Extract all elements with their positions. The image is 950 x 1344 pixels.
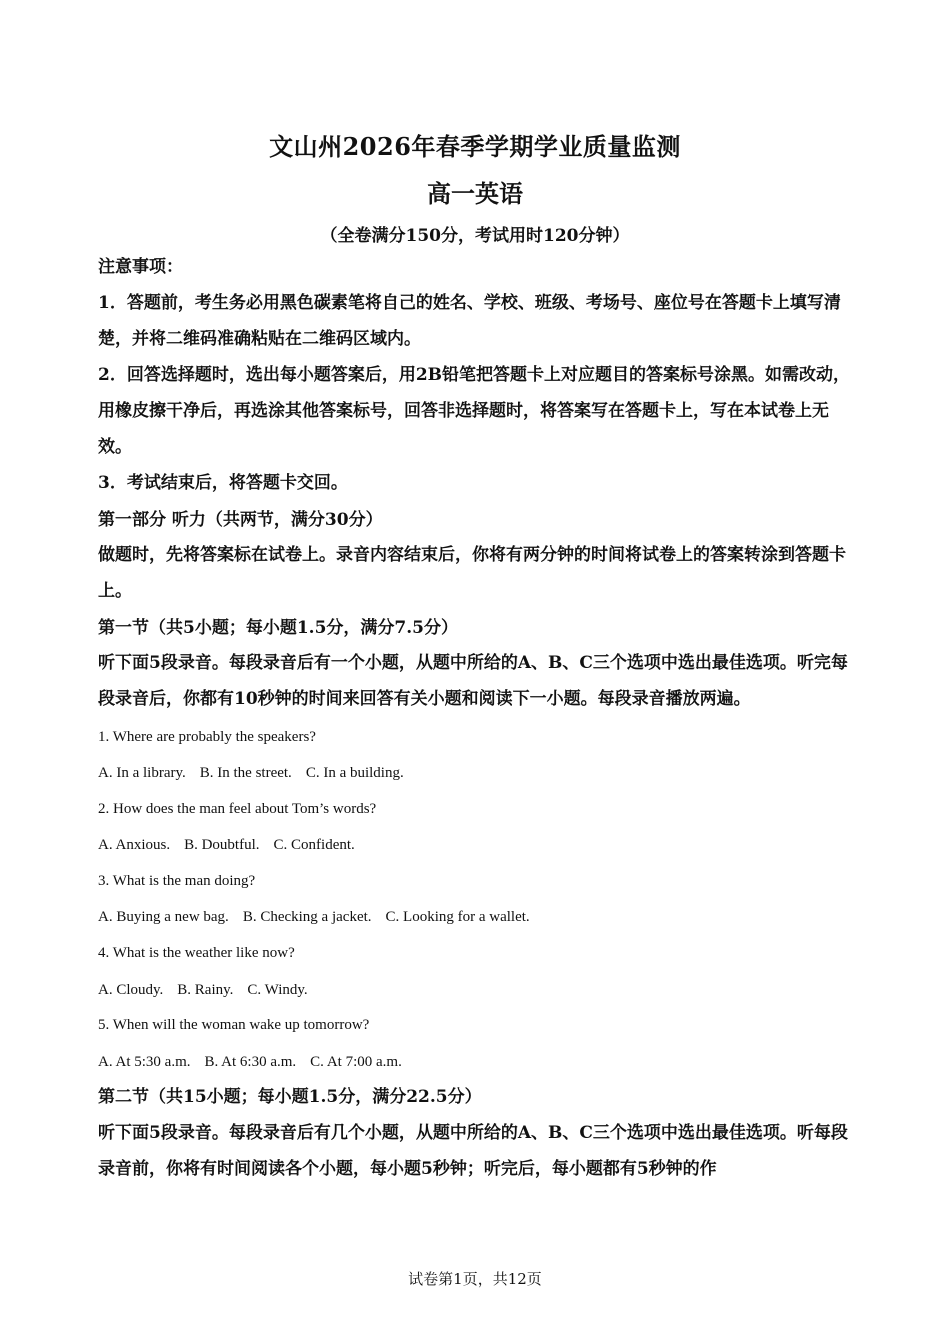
option-b: B. Doubtful. (184, 837, 260, 853)
part1-instruction: 做题时，先将答案标在试卷上。录音内容结束后，你将有两分钟的时间将试卷上的答案转涂到答题卡上。 (98, 545, 846, 601)
option-c: C. Confident. (273, 837, 355, 853)
exam-subject: 高一英语 (427, 179, 523, 208)
option-a: A. In a library. (98, 765, 186, 781)
score-note: （全卷满分150分，考试用时120分钟） (320, 226, 630, 246)
notice-heading: 注意事项： (98, 257, 183, 277)
option-a: A. At 5:30 a.m. (98, 1054, 191, 1070)
option-b: B. In the street. (199, 765, 292, 781)
notice-item-1: 1．答题前，考生务必用黑色碳素笔将自己的姓名、学校、班级、考场号、座位号在答题卡上填写清楚，并将二维码准确粘贴在二维码区域内。 (98, 293, 841, 349)
section1-heading: 第一节（共5小题；每小题1.5分，满分7.5分） (98, 618, 458, 638)
section2-instruction: 听下面5段录音。每段录音后有几个小题，从题中所给的A、B、C三个选项中选出最佳选项。听每段录音前，你将有时间阅读各个小题，每小题5秒钟；听完后，每小题都有5秒钟的作 (98, 1123, 848, 1179)
question-stem: 1. Where are probably the speakers? (98, 729, 316, 745)
page-footer: 试卷第1页，共12页 (408, 1270, 542, 1288)
question-stem: 2. How does the man feel about Tom’s words? (98, 801, 377, 817)
option-a: A. Buying a new bag. (98, 909, 229, 925)
option-b: B. At 6:30 a.m. (204, 1054, 297, 1070)
option-b: B. Rainy. (177, 982, 234, 998)
question-options (98, 981, 322, 999)
notice-item-2: 2．回答选择题时，选出每小题答案后，用2B铅笔把答题卡上对应题目的答案标号涂黑。如需改动，用橡皮擦干净后，再选涂其他答案标号，回答非选择题时，将答案写在答题卡上，写在本试卷上无效。 (98, 365, 851, 457)
question-stem: 5. When will the woman wake up tomorrow? (98, 1017, 370, 1033)
section2-heading: 第二节（共15小题；每小题1.5分，满分22.5分） (98, 1087, 482, 1107)
question-options (98, 764, 418, 782)
option-a: A. Cloudy. (98, 982, 164, 998)
option-c: C. In a building. (305, 765, 404, 781)
question-options (98, 908, 544, 926)
option-b: B. Checking a jacket. (242, 909, 372, 925)
question-options (98, 836, 369, 854)
exam-title: 文山州2026年春季学期学业质量监测 (269, 132, 681, 161)
option-a: A. Anxious. (98, 837, 171, 853)
question-stem: 4. What is the weather like now? (98, 945, 295, 961)
option-c: C. Windy. (247, 982, 308, 998)
question-stem: 3. What is the man doing? (98, 873, 256, 889)
question-options (98, 1053, 416, 1071)
notice-item-3: 3．考试结束后，将答题卡交回。 (98, 473, 348, 493)
section1-instruction: 听下面5段录音。每段录音后有一个小题，从题中所给的A、B、C三个选项中选出最佳选项。听完每段录音后，你都有10秒钟的时间来回答有关小题和阅读下一小题。每段录音播放两遍。 (98, 653, 848, 709)
part1-heading: 第一部分 听力（共两节，满分30分） (98, 510, 383, 530)
option-c: C. At 7:00 a.m. (310, 1054, 402, 1070)
option-c: C. Looking for a wallet. (385, 909, 530, 925)
